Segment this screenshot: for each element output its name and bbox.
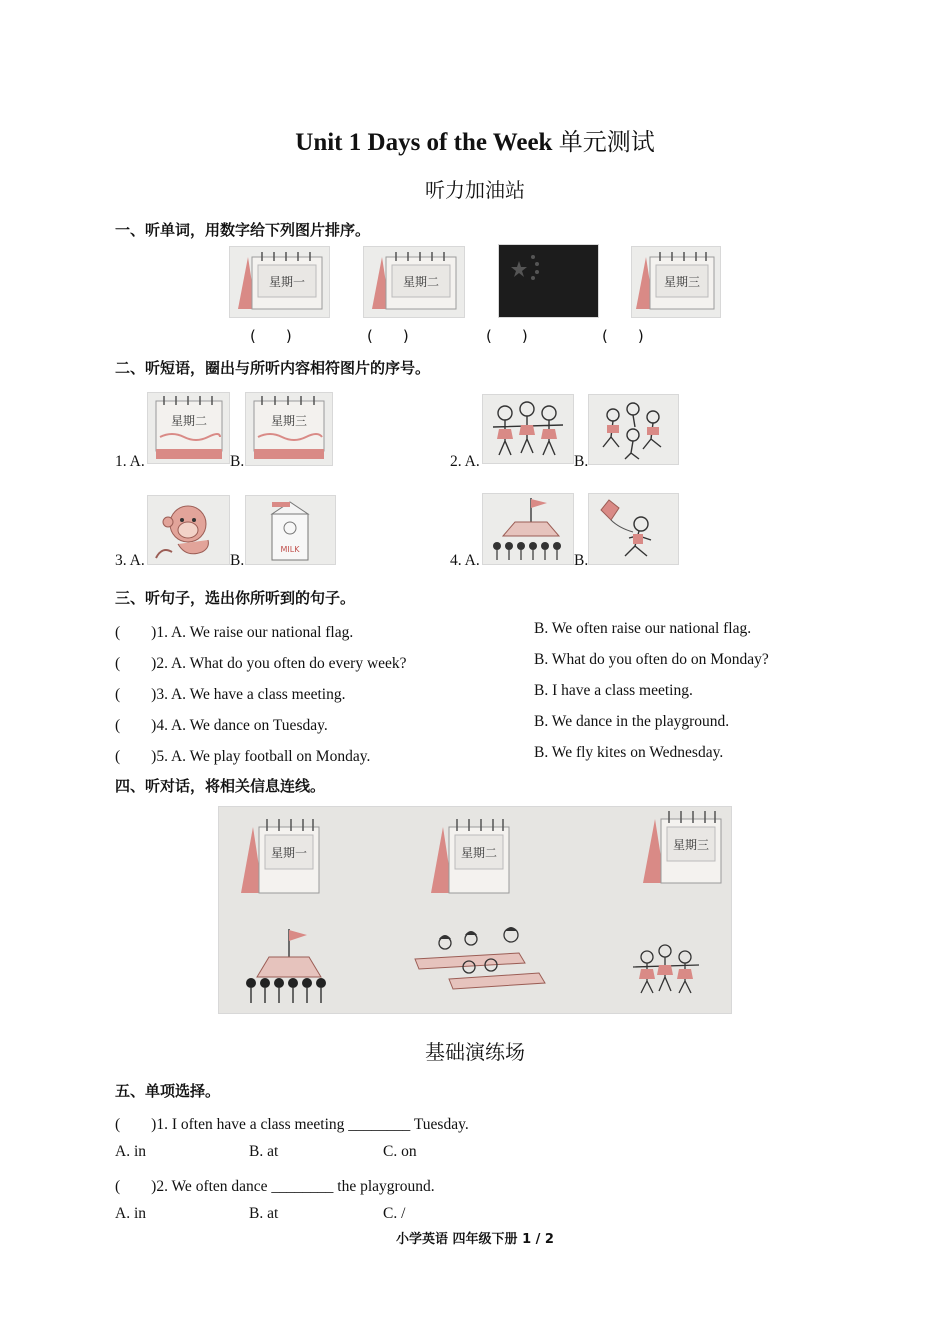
part4-heading: 四、听对话，将相关信息连线。 bbox=[115, 777, 326, 795]
part5-heading: 五、单项选择。 bbox=[115, 1082, 221, 1100]
option-label: B. bbox=[574, 552, 589, 569]
part3-heading: 三、听句子，选出你所听到的句子。 bbox=[115, 589, 356, 607]
calendar-icon bbox=[431, 819, 509, 893]
option-b[interactable]: B. What do you often do on Monday? bbox=[534, 651, 769, 668]
kite-flying-image[interactable] bbox=[588, 493, 679, 565]
dancing-children-image[interactable] bbox=[482, 394, 574, 464]
choice-a[interactable]: A. in bbox=[115, 1205, 146, 1222]
calendar-label: 星期三 bbox=[672, 838, 710, 852]
option-a[interactable]: 5. A. We play football on Monday. bbox=[156, 748, 371, 765]
choice-c[interactable]: C. / bbox=[383, 1205, 406, 1222]
question-row bbox=[115, 1174, 435, 1196]
calendar-image-tuesday bbox=[363, 246, 465, 318]
calendar-label: 星期一 bbox=[268, 275, 306, 289]
milk-carton-icon bbox=[246, 496, 335, 564]
title-main: Unit 1 Days of the Week bbox=[295, 129, 553, 156]
calendar-label: 星期三 bbox=[270, 414, 308, 428]
calendar-icon bbox=[241, 819, 319, 893]
option-a[interactable]: 1. A. We raise our national flag. bbox=[156, 624, 354, 641]
answer-blank[interactable]: ( ) bbox=[486, 327, 528, 345]
calendar-icon bbox=[643, 811, 721, 883]
matching-image[interactable] bbox=[218, 806, 732, 1014]
option-label: 4. A. bbox=[450, 552, 480, 569]
choice-c[interactable]: C. on bbox=[383, 1143, 417, 1160]
question-row bbox=[115, 744, 370, 766]
flag-raising-icon bbox=[246, 929, 326, 1003]
option-b[interactable]: B. I have a class meeting. bbox=[534, 682, 693, 699]
option-a[interactable]: 3. A. We have a class meeting. bbox=[156, 686, 346, 703]
class-meeting-icon bbox=[415, 927, 545, 989]
answer-blank[interactable]: ( ) bbox=[115, 717, 157, 734]
calendar-icon bbox=[364, 247, 464, 317]
option-label: B. bbox=[574, 453, 589, 470]
question-text: 2. We often dance ________ the playground. bbox=[156, 1178, 435, 1195]
basic-section-title: 基础演练场 bbox=[425, 1040, 525, 1064]
monkey-image[interactable] bbox=[147, 495, 230, 565]
choice-b[interactable]: B. at bbox=[249, 1143, 279, 1160]
calendar-icon bbox=[246, 393, 332, 465]
option-a[interactable]: 2. A. What do you often do every week? bbox=[156, 655, 407, 672]
flag-raising-icon bbox=[483, 494, 573, 564]
page-title bbox=[0, 122, 950, 157]
calendar-icon bbox=[148, 393, 229, 463]
option-label: 3. A. bbox=[115, 552, 145, 569]
answer-blank[interactable]: ( ) bbox=[115, 655, 157, 672]
option-label: B. bbox=[230, 552, 245, 569]
flag-image bbox=[498, 244, 599, 318]
dancing-icon bbox=[483, 395, 573, 463]
calendar-label: 星期三 bbox=[663, 275, 701, 289]
option-label: 1. A. bbox=[115, 453, 145, 470]
choice-a[interactable]: A. in bbox=[115, 1143, 146, 1160]
flag-raising-image[interactable] bbox=[482, 493, 574, 565]
answer-blank[interactable]: ( ) bbox=[115, 686, 157, 703]
question-row bbox=[115, 713, 328, 735]
calendar-image-b[interactable] bbox=[245, 392, 333, 466]
listening-section-title: 听力加油站 bbox=[425, 178, 525, 202]
running-children-image[interactable] bbox=[588, 394, 679, 465]
part2-heading: 二、听短语，圈出与所听内容相符图片的序号。 bbox=[115, 359, 431, 377]
answer-blank[interactable]: ( ) bbox=[602, 327, 644, 345]
question-row bbox=[115, 620, 353, 642]
calendar-icon bbox=[632, 247, 720, 317]
calendar-label: 星期一 bbox=[270, 846, 308, 860]
part1-heading: 一、听单词，用数字给下列图片排序。 bbox=[115, 221, 371, 239]
answer-blank[interactable]: ( ) bbox=[115, 624, 157, 641]
running-icon bbox=[589, 395, 678, 464]
calendar-icon bbox=[230, 247, 329, 317]
question-row bbox=[115, 1112, 469, 1134]
answer-blank[interactable]: ( ) bbox=[115, 1116, 157, 1133]
option-label: B. bbox=[230, 453, 245, 470]
answer-blank[interactable]: ( ) bbox=[115, 748, 157, 765]
option-b[interactable]: B. We dance in the playground. bbox=[534, 713, 730, 730]
flag-icon bbox=[499, 245, 598, 317]
calendar-label: 星期二 bbox=[170, 414, 208, 428]
title-cn: 单元测试 bbox=[558, 128, 655, 156]
calendar-image-wednesday bbox=[631, 246, 721, 318]
option-b[interactable]: B. We often raise our national flag. bbox=[534, 620, 752, 637]
calendar-image-monday bbox=[229, 246, 330, 318]
option-a[interactable]: 4. A. We dance on Tuesday. bbox=[156, 717, 328, 734]
matching-illustration bbox=[219, 807, 731, 1013]
choice-b[interactable]: B. at bbox=[249, 1205, 279, 1222]
question-row bbox=[115, 651, 407, 673]
page-footer: 小学英语 四年级下册 1 / 2 bbox=[396, 1232, 554, 1247]
kite-icon bbox=[589, 494, 678, 564]
milk-text: MILK bbox=[280, 545, 300, 554]
answer-blank[interactable]: ( ) bbox=[250, 327, 292, 345]
calendar-label: 星期二 bbox=[460, 846, 498, 860]
option-label: 2. A. bbox=[450, 453, 480, 470]
option-b[interactable]: B. We fly kites on Wednesday. bbox=[534, 744, 724, 761]
monkey-icon bbox=[148, 496, 229, 564]
question-row bbox=[115, 682, 345, 704]
question-text: 1. I often have a class meeting ________ Tuesday. bbox=[156, 1116, 469, 1133]
answer-blank[interactable]: ( ) bbox=[115, 1178, 157, 1195]
calendar-image-a[interactable] bbox=[147, 392, 230, 464]
calendar-label: 星期二 bbox=[402, 275, 440, 289]
answer-blank[interactable]: ( ) bbox=[367, 327, 409, 345]
milk-image[interactable] bbox=[245, 495, 336, 565]
